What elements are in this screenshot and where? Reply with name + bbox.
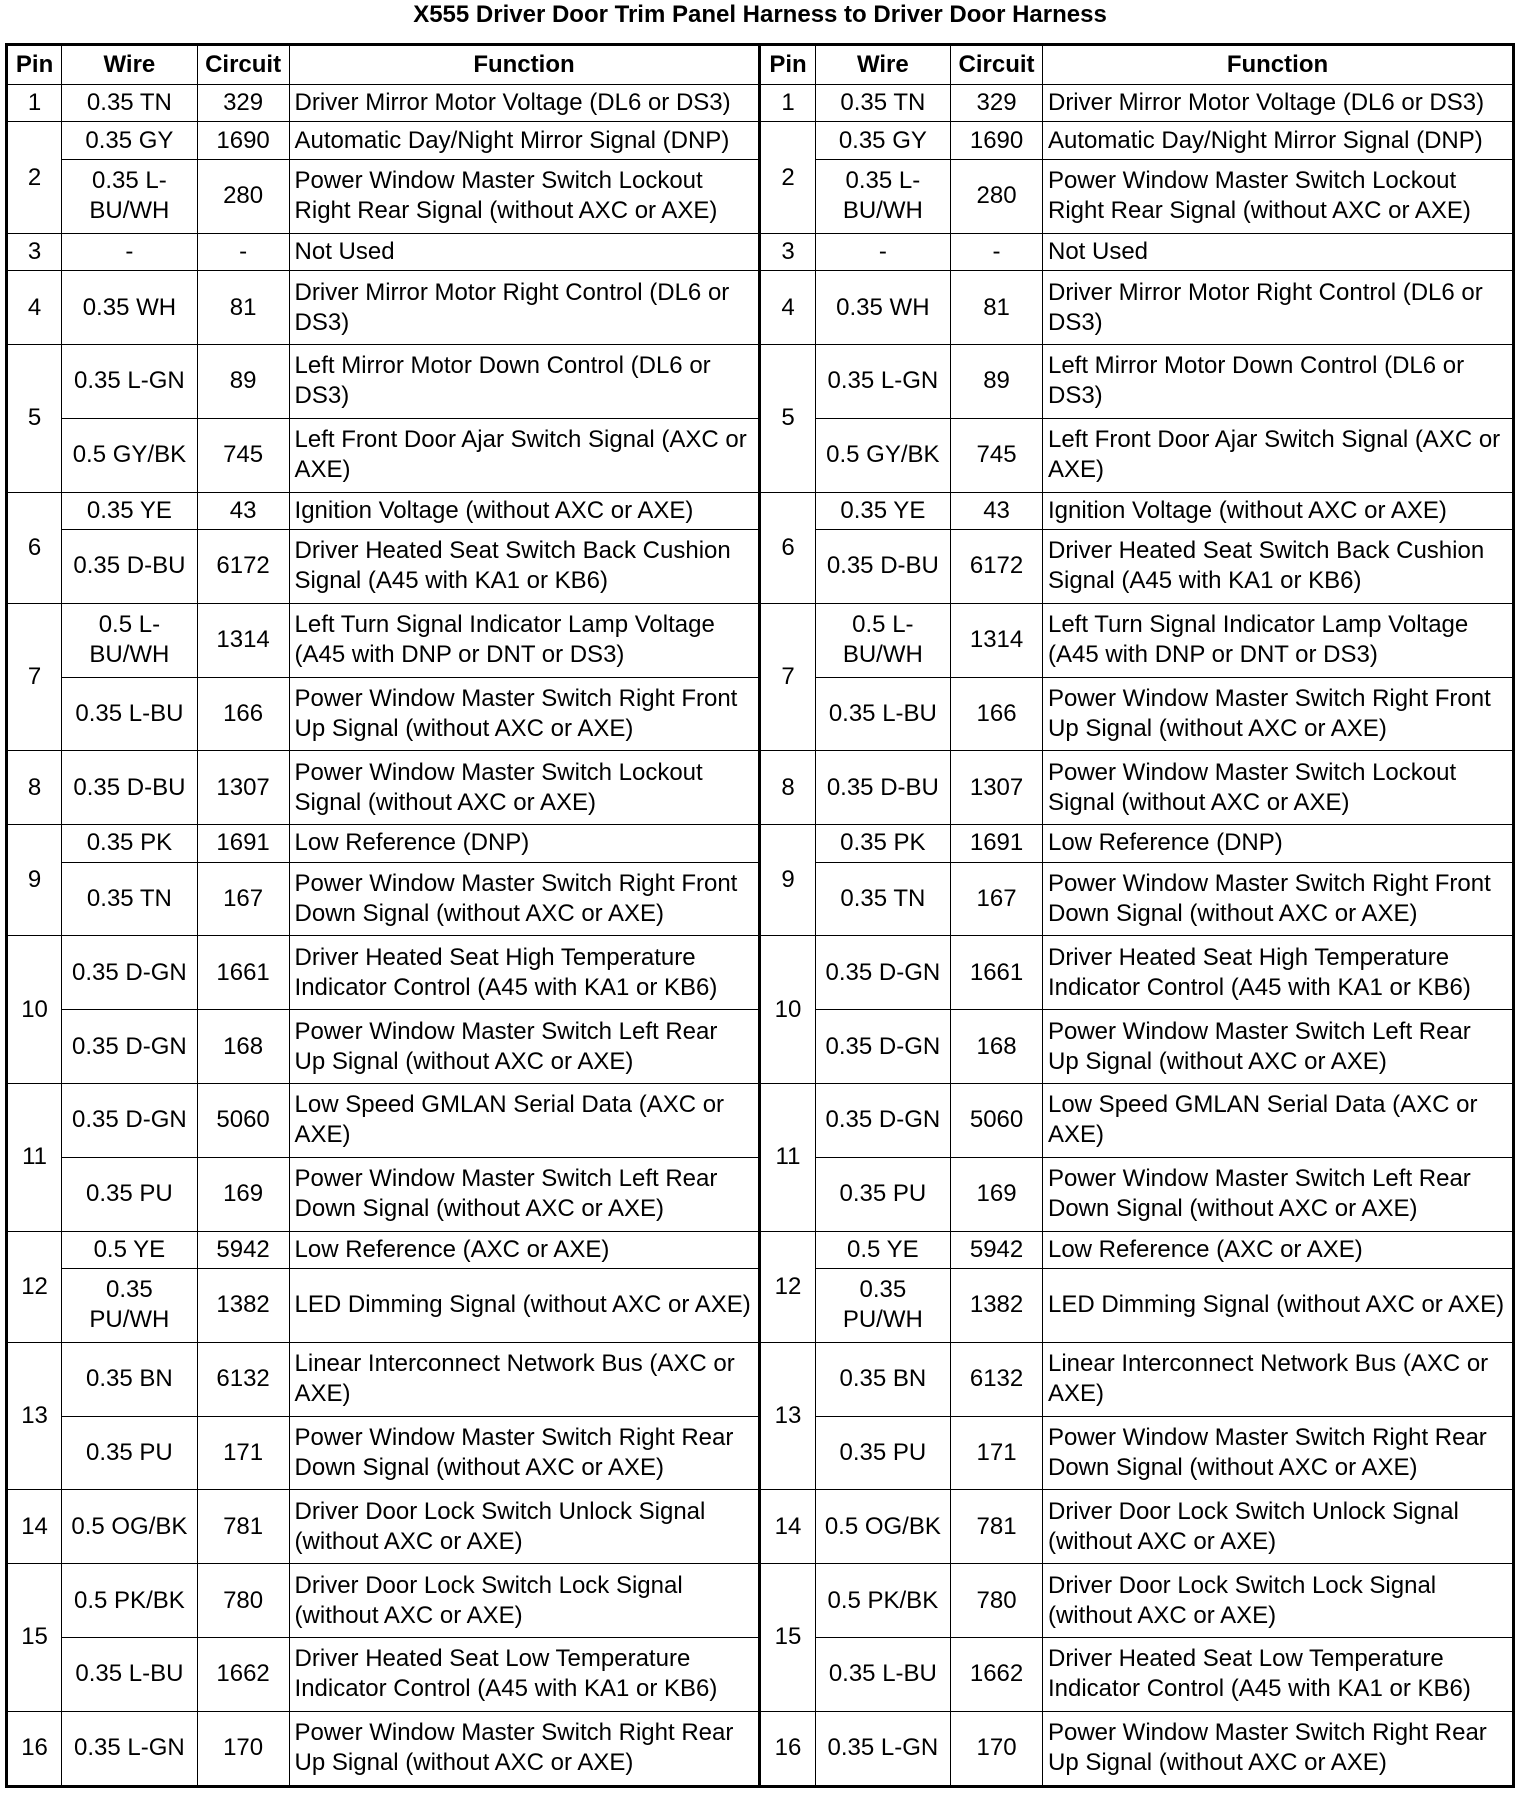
function-cell: LED Dimming Signal (without AXC or AXE) xyxy=(289,1269,760,1343)
wire-cell: 0.35 GY xyxy=(62,122,198,159)
function-cell: Power Window Master Switch Right Rear Down Signal (without AXC or AXE) xyxy=(1042,1416,1513,1490)
table-row xyxy=(7,825,1514,862)
pin-number: 15 xyxy=(760,1564,815,1712)
pin-number: 3 xyxy=(760,233,815,270)
circuit-cell: 166 xyxy=(951,677,1043,751)
function-cell: Low Reference (AXC or AXE) xyxy=(289,1231,760,1268)
circuit-cell: 329 xyxy=(951,85,1043,122)
wire-cell: 0.5 GY/BK xyxy=(815,418,951,492)
function-cell: Power Window Master Switch Right Rear Down Signal (without AXC or AXE) xyxy=(289,1416,760,1490)
circuit-cell: 1382 xyxy=(951,1269,1043,1343)
function-cell: Power Window Master Switch Lockout Signal (without AXC or AXE) xyxy=(289,751,760,825)
circuit-cell: 5060 xyxy=(951,1084,1043,1158)
circuit-cell: 6172 xyxy=(951,530,1043,604)
wire-cell: - xyxy=(62,233,198,270)
wire-cell: 0.35 BN xyxy=(62,1342,198,1416)
function-cell: Not Used xyxy=(1042,233,1513,270)
circuit-cell: 43 xyxy=(951,492,1043,529)
pin-number: 14 xyxy=(7,1490,62,1564)
wire-cell: 0.35 D-BU xyxy=(62,530,198,604)
header-function: Function xyxy=(289,45,760,85)
function-cell: Left Turn Signal Indicator Lamp Voltage (A45 with DNP or DNT or DS3) xyxy=(289,603,760,677)
function-cell: Driver Door Lock Switch Unlock Signal (without AXC or AXE) xyxy=(1042,1490,1513,1564)
pin-number: 6 xyxy=(760,492,815,603)
pin-number: 9 xyxy=(7,825,62,936)
pin-number: 13 xyxy=(760,1342,815,1490)
function-cell: Driver Mirror Motor Right Control (DL6 or DS3) xyxy=(1042,271,1513,345)
table-row xyxy=(7,603,1514,677)
pin-number: 11 xyxy=(760,1084,815,1232)
circuit-cell: 280 xyxy=(197,159,289,233)
circuit-cell: 1307 xyxy=(197,751,289,825)
circuit-cell: 170 xyxy=(951,1711,1043,1786)
wire-cell: 0.35 PK xyxy=(815,825,951,862)
table-row xyxy=(7,345,1514,419)
circuit-cell: 5942 xyxy=(197,1231,289,1268)
pin-number: 8 xyxy=(760,751,815,825)
function-cell: Low Reference (DNP) xyxy=(289,825,760,862)
circuit-cell: 169 xyxy=(197,1157,289,1231)
circuit-cell: 168 xyxy=(197,1010,289,1084)
function-cell: Left Front Door Ajar Switch Signal (AXC or AXE) xyxy=(289,418,760,492)
header-wire: Wire xyxy=(62,45,198,85)
header-wire: Wire xyxy=(815,45,951,85)
pin-number: 15 xyxy=(7,1564,62,1712)
pin-number: 10 xyxy=(7,936,62,1084)
function-cell: Left Front Door Ajar Switch Signal (AXC or AXE) xyxy=(1042,418,1513,492)
circuit-cell: 167 xyxy=(197,862,289,936)
function-cell: Power Window Master Switch Right Front Up Signal (without AXC or AXE) xyxy=(289,677,760,751)
pin-number: 11 xyxy=(7,1084,62,1232)
function-cell: Automatic Day/Night Mirror Signal (DNP) xyxy=(289,122,760,159)
circuit-cell: 1691 xyxy=(951,825,1043,862)
wire-cell: 0.35 PU xyxy=(62,1157,198,1231)
circuit-cell: 1690 xyxy=(951,122,1043,159)
circuit-cell: 1382 xyxy=(197,1269,289,1343)
circuit-cell: 81 xyxy=(951,271,1043,345)
wire-cell: 0.5 PK/BK xyxy=(815,1564,951,1638)
function-cell: Driver Door Lock Switch Lock Signal (without AXC or AXE) xyxy=(289,1564,760,1638)
wire-cell: 0.35 PU xyxy=(62,1416,198,1490)
circuit-cell: 745 xyxy=(951,418,1043,492)
function-cell: Driver Heated Seat Low Temperature Indicator Control (A45 with KA1 or KB6) xyxy=(1042,1637,1513,1711)
circuit-cell: 1690 xyxy=(197,122,289,159)
wire-cell: 0.35 L-BU xyxy=(62,1637,198,1711)
pin-number: 6 xyxy=(7,492,62,603)
pin-number: 7 xyxy=(7,603,62,751)
function-cell: Linear Interconnect Network Bus (AXC or AXE) xyxy=(289,1342,760,1416)
circuit-cell: - xyxy=(197,233,289,270)
wire-cell: 0.35 WH xyxy=(62,271,198,345)
circuit-cell: 1314 xyxy=(197,603,289,677)
pin-number: 12 xyxy=(7,1231,62,1342)
pin-number: 4 xyxy=(760,271,815,345)
circuit-cell: 166 xyxy=(197,677,289,751)
table-row xyxy=(7,1342,1514,1416)
wire-cell: 0.5 OG/BK xyxy=(815,1490,951,1564)
wire-cell: 0.35 D-GN xyxy=(62,936,198,1010)
header-pin: Pin xyxy=(760,45,815,85)
function-cell: Power Window Master Switch Lockout Right Rear Signal (without AXC or AXE) xyxy=(289,159,760,233)
circuit-cell: 1314 xyxy=(951,603,1043,677)
circuit-cell: 6132 xyxy=(197,1342,289,1416)
pin-number: 2 xyxy=(7,122,62,233)
wire-cell: 0.35 L-BU/WH xyxy=(62,159,198,233)
circuit-cell: 1661 xyxy=(197,936,289,1010)
header-row xyxy=(7,45,1514,85)
wire-cell: 0.5 GY/BK xyxy=(62,418,198,492)
circuit-cell: 169 xyxy=(951,1157,1043,1231)
circuit-cell: 6132 xyxy=(951,1342,1043,1416)
table-row xyxy=(7,1564,1514,1638)
table-row xyxy=(7,85,1514,122)
circuit-cell: 167 xyxy=(951,862,1043,936)
function-cell: Driver Heated Seat High Temperature Indicator Control (A45 with KA1 or KB6) xyxy=(289,936,760,1010)
function-cell: Driver Heated Seat Low Temperature Indicator Control (A45 with KA1 or KB6) xyxy=(289,1637,760,1711)
function-cell: Power Window Master Switch Left Rear Down Signal (without AXC or AXE) xyxy=(289,1157,760,1231)
wire-cell: 0.35 TN xyxy=(815,862,951,936)
wire-cell: 0.35 L-BU xyxy=(62,677,198,751)
wire-cell: 0.35 PK xyxy=(62,825,198,862)
wire-cell: 0.35 TN xyxy=(62,85,198,122)
pin-number: 10 xyxy=(760,936,815,1084)
wire-cell: 0.35 L-BU xyxy=(815,677,951,751)
function-cell: Low Reference (DNP) xyxy=(1042,825,1513,862)
function-cell: Left Turn Signal Indicator Lamp Voltage (A45 with DNP or DNT or DS3) xyxy=(1042,603,1513,677)
circuit-cell: 81 xyxy=(197,271,289,345)
circuit-cell: 781 xyxy=(197,1490,289,1564)
wire-cell: 0.35 L-BU xyxy=(815,1637,951,1711)
wire-cell: 0.35 PU/WH xyxy=(62,1269,198,1343)
function-cell: Power Window Master Switch Left Rear Down Signal (without AXC or AXE) xyxy=(1042,1157,1513,1231)
wire-cell: 0.35 TN xyxy=(815,85,951,122)
circuit-cell: 1661 xyxy=(951,936,1043,1010)
wire-cell: 0.35 L-BU/WH xyxy=(815,159,951,233)
function-cell: Automatic Day/Night Mirror Signal (DNP) xyxy=(1042,122,1513,159)
circuit-cell: 170 xyxy=(197,1711,289,1786)
wire-cell: 0.35 D-GN xyxy=(815,1084,951,1158)
function-cell: Left Mirror Motor Down Control (DL6 or DS3) xyxy=(1042,345,1513,419)
wire-cell: 0.35 PU/WH xyxy=(815,1269,951,1343)
wire-cell: 0.35 WH xyxy=(815,271,951,345)
circuit-cell: 89 xyxy=(197,345,289,419)
pin-number: 4 xyxy=(7,271,62,345)
circuit-cell: 171 xyxy=(951,1416,1043,1490)
function-cell: Driver Heated Seat High Temperature Indicator Control (A45 with KA1 or KB6) xyxy=(1042,936,1513,1010)
pin-number: 12 xyxy=(760,1231,815,1342)
pin-number: 7 xyxy=(760,603,815,751)
function-cell: Power Window Master Switch Lockout Right Rear Signal (without AXC or AXE) xyxy=(1042,159,1513,233)
function-cell: Driver Mirror Motor Voltage (DL6 or DS3) xyxy=(1042,85,1513,122)
circuit-cell: 745 xyxy=(197,418,289,492)
function-cell: Low Reference (AXC or AXE) xyxy=(1042,1231,1513,1268)
wire-cell: 0.5 OG/BK xyxy=(62,1490,198,1564)
circuit-cell: 5942 xyxy=(951,1231,1043,1268)
pin-number: 2 xyxy=(760,122,815,233)
function-cell: Low Speed GMLAN Serial Data (AXC or AXE) xyxy=(1042,1084,1513,1158)
header-circuit: Circuit xyxy=(197,45,289,85)
circuit-cell: 280 xyxy=(951,159,1043,233)
header-circuit: Circuit xyxy=(951,45,1043,85)
wire-cell: 0.5 YE xyxy=(815,1231,951,1268)
circuit-cell: 329 xyxy=(197,85,289,122)
wire-cell: 0.35 D-BU xyxy=(815,530,951,604)
wire-cell: 0.35 D-GN xyxy=(815,936,951,1010)
wire-cell: 0.35 GY xyxy=(815,122,951,159)
table-row xyxy=(7,1711,1514,1786)
table-row xyxy=(7,1084,1514,1158)
wire-cell: 0.35 D-BU xyxy=(62,751,198,825)
wire-cell: 0.35 BN xyxy=(815,1342,951,1416)
function-cell: Driver Mirror Motor Voltage (DL6 or DS3) xyxy=(289,85,760,122)
pin-number: 16 xyxy=(7,1711,62,1786)
function-cell: Driver Door Lock Switch Unlock Signal (without AXC or AXE) xyxy=(289,1490,760,1564)
table-row xyxy=(7,271,1514,345)
wire-cell: 0.35 PU xyxy=(815,1416,951,1490)
wire-cell: 0.35 L-GN xyxy=(815,1711,951,1786)
pin-number: 13 xyxy=(7,1342,62,1490)
function-cell: Linear Interconnect Network Bus (AXC or AXE) xyxy=(1042,1342,1513,1416)
circuit-cell: 89 xyxy=(951,345,1043,419)
header-pin: Pin xyxy=(7,45,62,85)
wire-cell: 0.35 D-GN xyxy=(62,1084,198,1158)
wire-cell: 0.35 L-GN xyxy=(62,1711,198,1786)
wire-cell: 0.5 PK/BK xyxy=(62,1564,198,1638)
circuit-cell: 1691 xyxy=(197,825,289,862)
function-cell: Power Window Master Switch Right Rear Up Signal (without AXC or AXE) xyxy=(1042,1711,1513,1786)
function-cell: Ignition Voltage (without AXC or AXE) xyxy=(1042,492,1513,529)
wire-cell: 0.35 D-GN xyxy=(815,1010,951,1084)
circuit-cell: 168 xyxy=(951,1010,1043,1084)
circuit-cell: 1307 xyxy=(951,751,1043,825)
table-row xyxy=(7,751,1514,825)
table-row xyxy=(7,1490,1514,1564)
circuit-cell: 780 xyxy=(197,1564,289,1638)
document-title: X555 Driver Door Trim Panel Harness to Driver Door Harness xyxy=(413,1,1107,28)
function-cell: Power Window Master Switch Lockout Signal (without AXC or AXE) xyxy=(1042,751,1513,825)
wire-cell: 0.5 L-BU/WH xyxy=(815,603,951,677)
function-cell: Power Window Master Switch Right Rear Up Signal (without AXC or AXE) xyxy=(289,1711,760,1786)
circuit-cell: 6172 xyxy=(197,530,289,604)
wire-cell: 0.5 YE xyxy=(62,1231,198,1268)
pin-number: 1 xyxy=(760,85,815,122)
pin-number: 14 xyxy=(760,1490,815,1564)
wire-cell: 0.35 L-GN xyxy=(62,345,198,419)
pin-number: 9 xyxy=(760,825,815,936)
circuit-cell: 1662 xyxy=(197,1637,289,1711)
function-cell: Driver Mirror Motor Right Control (DL6 or DS3) xyxy=(289,271,760,345)
wire-cell: - xyxy=(815,233,951,270)
circuit-cell: 780 xyxy=(951,1564,1043,1638)
function-cell: Low Speed GMLAN Serial Data (AXC or AXE) xyxy=(289,1084,760,1158)
wire-cell: 0.35 PU xyxy=(815,1157,951,1231)
function-cell: Power Window Master Switch Left Rear Up Signal (without AXC or AXE) xyxy=(1042,1010,1513,1084)
wire-cell: 0.35 D-GN xyxy=(62,1010,198,1084)
function-cell: Driver Door Lock Switch Lock Signal (without AXC or AXE) xyxy=(1042,1564,1513,1638)
pin-number: 16 xyxy=(760,1711,815,1786)
function-cell: Driver Heated Seat Switch Back Cushion Signal (A45 with KA1 or KB6) xyxy=(1042,530,1513,604)
wire-cell: 0.35 L-GN xyxy=(815,345,951,419)
circuit-cell: 43 xyxy=(197,492,289,529)
table-row xyxy=(7,233,1514,270)
circuit-cell: 5060 xyxy=(197,1084,289,1158)
wire-cell: 0.35 D-BU xyxy=(815,751,951,825)
wire-cell: 0.35 YE xyxy=(62,492,198,529)
header-function: Function xyxy=(1042,45,1513,85)
table-row xyxy=(7,936,1514,1010)
function-cell: Power Window Master Switch Left Rear Up Signal (without AXC or AXE) xyxy=(289,1010,760,1084)
pin-number: 5 xyxy=(7,345,62,493)
pin-number: 3 xyxy=(7,233,62,270)
function-cell: Driver Heated Seat Switch Back Cushion Signal (A45 with KA1 or KB6) xyxy=(289,530,760,604)
wire-cell: 0.35 TN xyxy=(62,862,198,936)
pin-number: 1 xyxy=(7,85,62,122)
function-cell: Power Window Master Switch Right Front Down Signal (without AXC or AXE) xyxy=(1042,862,1513,936)
function-cell: Power Window Master Switch Right Front Up Signal (without AXC or AXE) xyxy=(1042,677,1513,751)
function-cell: Left Mirror Motor Down Control (DL6 or DS3) xyxy=(289,345,760,419)
table-row xyxy=(7,492,1514,529)
circuit-cell: 1662 xyxy=(951,1637,1043,1711)
pin-number: 8 xyxy=(7,751,62,825)
pin-number: 5 xyxy=(760,345,815,493)
pinout-table xyxy=(5,43,1515,1788)
table-row xyxy=(7,1231,1514,1268)
pinout-body xyxy=(7,85,1514,1787)
circuit-cell: 781 xyxy=(951,1490,1043,1564)
function-cell: Ignition Voltage (without AXC or AXE) xyxy=(289,492,760,529)
function-cell: Power Window Master Switch Right Front Down Signal (without AXC or AXE) xyxy=(289,862,760,936)
function-cell: LED Dimming Signal (without AXC or AXE) xyxy=(1042,1269,1513,1343)
table-row xyxy=(7,122,1514,159)
circuit-cell: 171 xyxy=(197,1416,289,1490)
wire-cell: 0.35 YE xyxy=(815,492,951,529)
circuit-cell: - xyxy=(951,233,1043,270)
function-cell: Not Used xyxy=(289,233,760,270)
wire-cell: 0.5 L-BU/WH xyxy=(62,603,198,677)
